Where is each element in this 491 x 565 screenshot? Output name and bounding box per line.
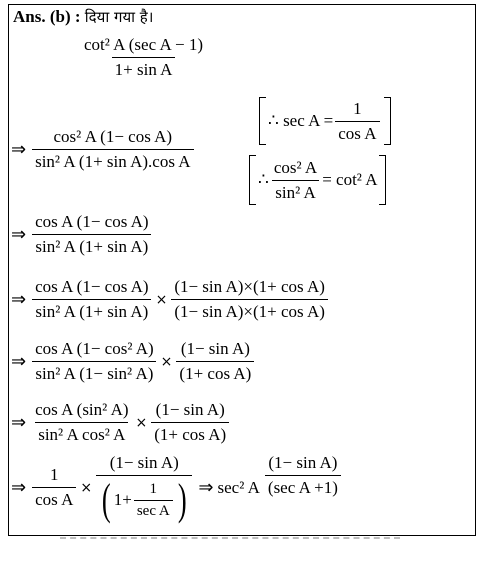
fraction: $\frac{1}{\text{cos A}}$ <box>32 465 76 510</box>
fraction: $\frac{1}{\text{sec A}}$ <box>134 481 173 520</box>
heading-hindi: दिया गया है। <box>84 8 154 26</box>
implies-arrow: ⇒ <box>11 477 27 498</box>
implies-arrow: ⇒ <box>11 351 27 372</box>
answer-box <box>8 4 476 536</box>
answer-label: Ans. (b) <box>13 7 71 26</box>
step-4 <box>11 277 330 322</box>
note-sec-identity: ∴ sec A = $\frac{1}{\text{cos A}}$ <box>259 97 391 145</box>
step-7: ⇒ $\frac{1}{\text{cos A}}$ × (1− sin A) ( 1+ $\frac{1}{\text{sec A}}$ ) ⇒ sec² A $\frac{\text{(1− sin A)}}{\text{(sec A +1)}}$ <box>11 453 343 522</box>
fraction: $\frac{\text{(1− sin A)×(1+ cos A)}}{\text{(1− sin A)×(1+ cos A)}}$ <box>171 277 328 322</box>
heading-colon: : <box>70 7 85 26</box>
expression-given <box>79 35 208 80</box>
fraction: $\frac{\text{cos A (1− cos A)}}{\text{sin² A (1+ sin A)}}$ <box>32 277 151 322</box>
implies-arrow: ⇒ <box>11 289 27 310</box>
parenthesized-denominator: ( 1+ $\frac{1}{\text{sec A}}$ ) <box>102 475 187 524</box>
step-3 <box>11 212 154 257</box>
step-5 <box>11 339 256 384</box>
implies-arrow: ⇒ <box>11 139 27 160</box>
bottom-rule <box>60 537 400 539</box>
fraction: $\frac{\text{(1− sin A)}}{\text{(1+ cos A)}}$ <box>176 339 254 384</box>
times-sign: × <box>160 353 173 370</box>
fraction: $\frac{\text{cos² A (1− cos A)}}{\text{sin² A (1+ sin A).cos A}}$ <box>32 127 193 172</box>
fraction: $\frac{\text{cos A (1− cos A)}}{\text{sin² A (1+ sin A)}}$ <box>32 212 151 257</box>
fraction: $\frac{\text{(1− sin A)}}{\text{(sec A +1)}}$ <box>265 453 341 498</box>
fraction: $\frac{\text{cot² A (sec A − 1)}}{\text{1+ sin A}}$ <box>84 35 204 79</box>
note-cot-identity: ∴ $\frac{\text{cos² A}}{\text{sin² A}}$ = cot² A <box>249 155 386 205</box>
step-2 <box>11 127 196 172</box>
fraction: $\frac{\text{(1− sin A)}}{\text{(1+ cos A)}}$ <box>151 400 229 445</box>
step-6 <box>11 400 231 445</box>
implies-arrow: ⇒ <box>198 477 214 498</box>
answer-heading <box>13 7 153 27</box>
times-sign: × <box>135 414 148 431</box>
fraction: $\frac{\text{cos A (1− cos² A)}}{\text{sin² A (1− sin² A)}}$ <box>32 339 157 384</box>
times-sign: × <box>80 479 93 496</box>
fraction: $\frac{\text{cos² A}}{\text{sin² A}}$ <box>273 157 318 202</box>
times-sign: × <box>155 291 168 308</box>
implies-arrow: ⇒ <box>11 224 27 245</box>
implies-arrow: ⇒ <box>11 412 27 433</box>
fraction: (1− sin A) ( 1+ $\frac{1}{\text{sec A}}$ ) <box>96 453 192 522</box>
fraction: $\frac{1}{\text{cos A}}$ <box>335 99 379 144</box>
fraction: $\frac{\text{cos A (sin² A)}}{\text{sin² A cos² A}}$ <box>35 400 129 444</box>
